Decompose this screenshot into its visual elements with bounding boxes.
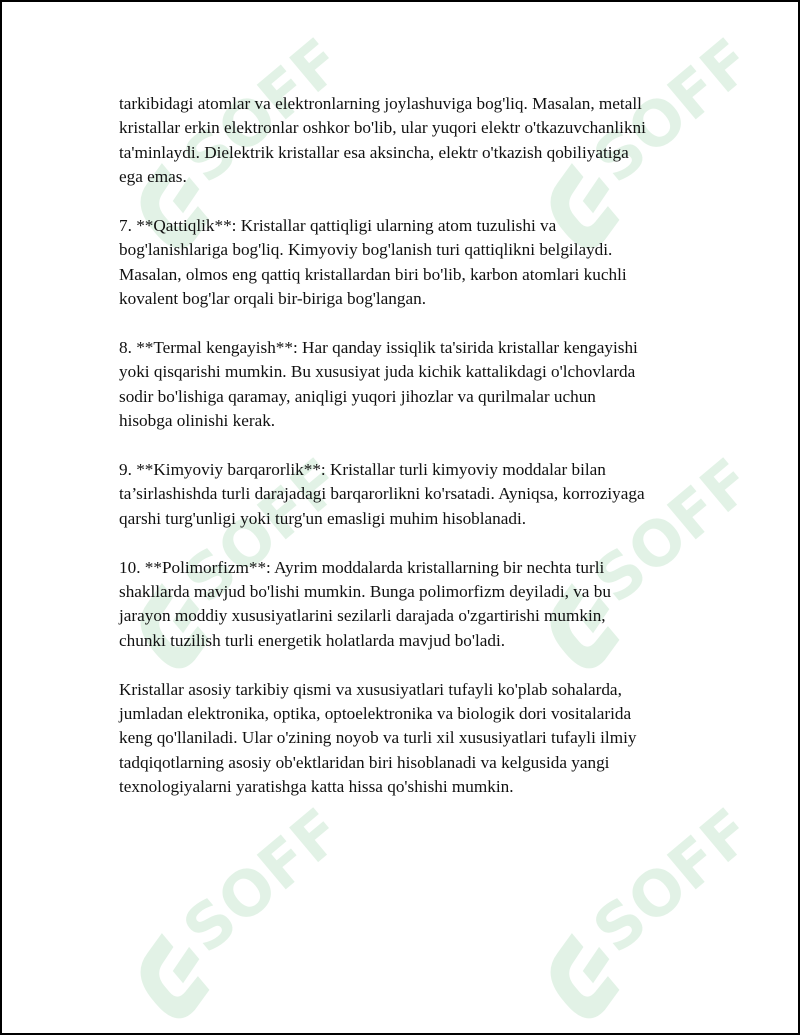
paragraph-conclusion: Kristallar asosiy tarkibiy qismi va xususiyatlari tufayli ko'plab sohalarda, jumladan elektronika, optika, optoelektronika va biologik dori vositalarida keng qo'llaniladi. Ular o'zining noyob va turli xil xususiyatlari tufayli ilmiy tadqiqotlarning asosiy ob'ektlaridan biri hisoblanadi va kelgusida yangi texnologiyalarni yaratishga katta hissa qo'shishi mumkin. (119, 679, 637, 797)
paragraph-thermal-expansion: 8. **Termal kengayish**: Har qanday issiqlik ta'sirida kristallar kengayishi yoki qisqarishi mumkin. Bu xususiyat juda kichik kattalikdagi o'lchovlarda sodir bo'lishiga qaramay, aniqligi yuqori jihozlar va qurilmalar uchun hisobga olinishi kerak. (119, 338, 638, 431)
svg-text:SOFF: SOFF (169, 444, 332, 618)
svg-text:SOFF: SOFF (579, 24, 742, 198)
svg-text:SOFF: SOFF (579, 794, 742, 968)
paragraph-hardness: 7. **Qattiqlik**: Kristallar qattiqligi ularning atom tuzulishi va bog'lanishlariga bog'liq. Kimyoviy bog'lanish turi qattiqlikni belgilaydi. Masalan, olmos eng qattiq kristallardan biri bo'lib, karbon atomlari kuchli kovalent bog'lar orqali bir-biriga bog'langan. (119, 216, 627, 309)
svg-text:SOFF: SOFF (169, 794, 332, 968)
paragraph-polymorphism: 10. **Polimorfizm**: Ayrim moddalarda kristallarning bir nechta turli shakllarda mavjud bo'lishi mumkin. Bunga polimorfizm deyiladi, va bu jarayon moddiy xususiyatlarini sezilarli darajada o'zgartirishi mumkin, chunki tuzilish turli energetik holatlarda mavjud bo'ladi. (119, 557, 611, 650)
svg-text:SOFF: SOFF (169, 24, 332, 198)
soff-logo-icon (92, 792, 332, 1032)
svg-text:SOFF: SOFF (579, 444, 742, 618)
soff-logo-icon (502, 792, 742, 1032)
document-body (119, 92, 699, 824)
paragraph-chemical-stability: 9. **Kimyoviy barqarorlik**: Kristallar turli kimyoviy moddalar bilan ta’sirlashishda turli darajadagi barqarorlikni ko'rsatadi. Ayniqsa, korroziyaga qarshi turg'unligi yoki turg'un emasligi muhim hisoblanadi. (119, 460, 645, 528)
paragraph-intro-continued: tarkibidagi atomlar va elektronlarning joylashuviga bog'liq. Masalan, metall kristallar erkin elektronlar oshkor bo'lib, ular yuqori elektr o'tkazuvchanlikni ta'minlaydi. Dielektrik kristallar esa aksincha, elektr o'tkazish qobiliyatiga ega emas. (119, 94, 646, 187)
